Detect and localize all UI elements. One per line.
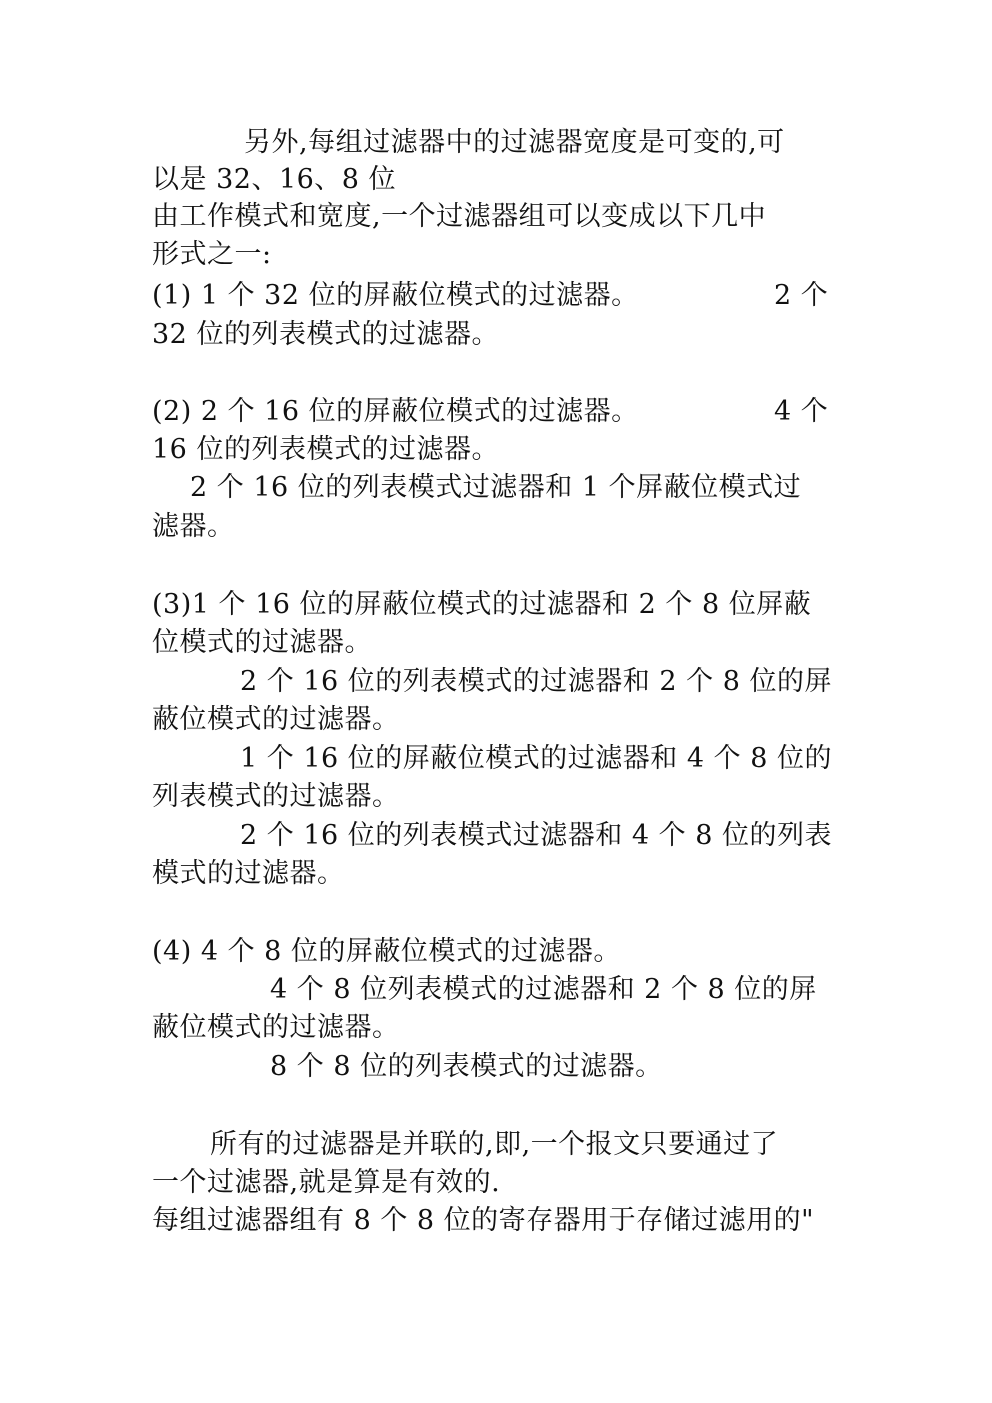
item-4-line-4: 8 个 8 位的列表模式的过滤器。 [270, 1051, 663, 1082]
item-3-line-3: 2 个 16 位的列表模式的过滤器和 2 个 8 位的屏 [240, 666, 832, 697]
item-3-line-4: 蔽位模式的过滤器。 [152, 704, 400, 735]
paragraph-modes-line-1: 由工作模式和宽度,一个过滤器组可以变成以下几中 [152, 201, 767, 232]
paragraph-registers-line-1: 每组过滤器组有 8 个 8 位的寄存器用于存储过滤用的" [152, 1205, 815, 1236]
item-3-line-5: 1 个 16 位的屏蔽位模式的过滤器和 4 个 8 位的 [240, 743, 832, 774]
item-1-line-1-right: 2 个 [774, 280, 829, 311]
item-3-line-2: 位模式的过滤器。 [152, 627, 372, 658]
item-2-line-4: 滤器。 [152, 511, 235, 542]
paragraph-intro-line-1: 另外,每组过滤器中的过滤器宽度是可变的,可 [244, 127, 785, 158]
paragraph-intro-line-2: 以是 32、16、8 位 [152, 164, 397, 195]
paragraph-parallel-line-1: 所有的过滤器是并联的,即,一个报文只要通过了 [210, 1129, 779, 1160]
item-3-line-7: 2 个 16 位的列表模式过滤器和 4 个 8 位的列表 [240, 820, 832, 851]
paragraph-modes-line-2: 形式之一: [152, 239, 272, 270]
item-3-line-1: (3)1 个 16 位的屏蔽位模式的过滤器和 2 个 8 位屏蔽 [152, 589, 812, 620]
paragraph-parallel-line-2: 一个过滤器,就是算是有效的. [152, 1167, 501, 1198]
item-4-line-2: 4 个 8 位列表模式的过滤器和 2 个 8 位的屏 [270, 974, 817, 1005]
item-2-line-3: 2 个 16 位的列表模式过滤器和 1 个屏蔽位模式过 [190, 472, 802, 503]
item-2-line-1-right: 4 个 [774, 396, 829, 427]
item-4-line-1: (4) 4 个 8 位的屏蔽位模式的过滤器。 [152, 936, 621, 967]
item-2-line-2: 16 位的列表模式的过滤器。 [152, 434, 499, 465]
item-1-line-2: 32 位的列表模式的过滤器。 [152, 319, 499, 350]
item-1-line-1: (1) 1 个 32 位的屏蔽位模式的过滤器。 [152, 280, 639, 311]
item-3-line-8: 模式的过滤器。 [152, 858, 345, 889]
item-3-line-6: 列表模式的过滤器。 [152, 781, 400, 812]
item-2-line-1: (2) 2 个 16 位的屏蔽位模式的过滤器。 [152, 396, 639, 427]
item-4-line-3: 蔽位模式的过滤器。 [152, 1012, 400, 1043]
